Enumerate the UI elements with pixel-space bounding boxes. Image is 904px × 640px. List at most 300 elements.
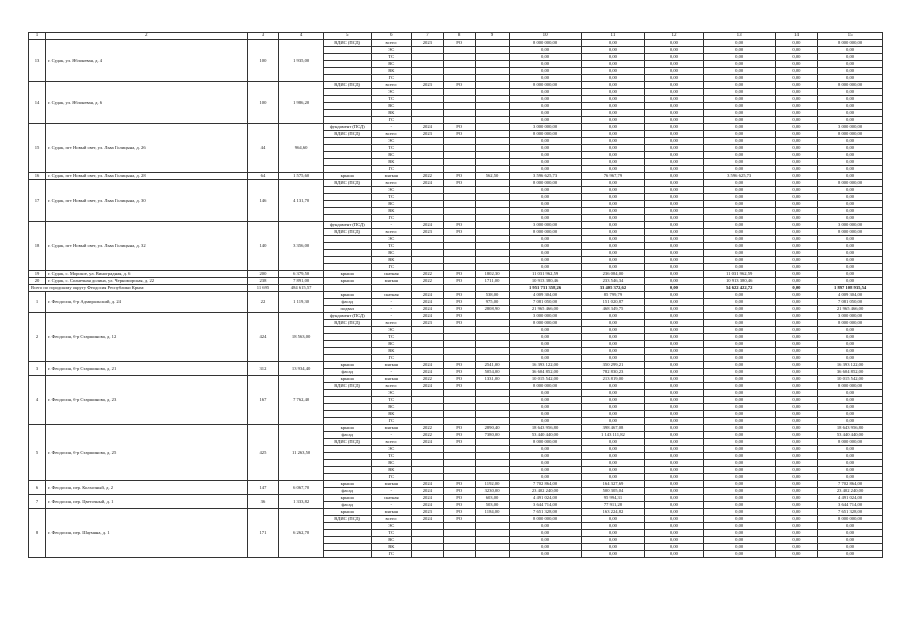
- funding-source: РО: [443, 509, 475, 516]
- work-subtype: -: [371, 124, 411, 131]
- total-value: 33 405 372,62: [581, 285, 645, 292]
- funding-source: РО: [443, 229, 475, 236]
- volume: [475, 530, 509, 537]
- cost-c12: 0,00: [645, 481, 703, 488]
- cost-c14: 0,00: [775, 299, 817, 306]
- cost-c14: 0,00: [775, 544, 817, 551]
- volume: 2541,00: [475, 362, 509, 369]
- cost-c14: 0,00: [775, 334, 817, 341]
- funding-source: [443, 404, 475, 411]
- cost-c11: 0,00: [581, 530, 645, 537]
- cost-c11: 0,00: [581, 68, 645, 75]
- work-type: крыша: [323, 292, 371, 299]
- year: [411, 61, 443, 68]
- cost-c12: 0,00: [645, 418, 703, 425]
- funding-source: [443, 110, 475, 117]
- work-subtype: ЭС: [371, 390, 411, 397]
- work-subtype: ВК: [371, 159, 411, 166]
- row-number: 4: [29, 376, 46, 425]
- work-type: фундамент (ПСД): [323, 222, 371, 229]
- year: [411, 355, 443, 362]
- work-type: [323, 264, 371, 271]
- cost-c11: 95 994,31: [581, 495, 645, 502]
- work-type: [323, 117, 371, 124]
- cost-c15: 0,00: [818, 68, 883, 75]
- work-subtype: ВС: [371, 201, 411, 208]
- work-type: [323, 250, 371, 257]
- work-type: фасад: [323, 502, 371, 509]
- volume: [475, 131, 509, 138]
- volume: [475, 187, 509, 194]
- residents-count: 140: [247, 222, 279, 271]
- volume: 2808,90: [475, 306, 509, 313]
- column-header: 3: [247, 33, 279, 40]
- building-address: г. Судак, пгт Новый свет, ул. Льва Голицына, д. 26: [45, 124, 247, 173]
- cost-c12: 0,00: [645, 131, 703, 138]
- funding-source: РО: [443, 313, 475, 320]
- column-header: 10: [509, 33, 581, 40]
- work-subtype: ТС: [371, 530, 411, 537]
- cost-c12: 0,00: [645, 341, 703, 348]
- year: 2024: [411, 439, 443, 446]
- cost-c12: 0,00: [645, 439, 703, 446]
- year: [411, 117, 443, 124]
- year: [411, 138, 443, 145]
- work-type: ВДИС (ПСД): [323, 383, 371, 390]
- work-type: [323, 523, 371, 530]
- table-row: [29, 313, 883, 320]
- residents-count: 100: [247, 40, 279, 82]
- building-address: г. Феодосия, пер. Шаумяна, д. 1: [45, 509, 247, 558]
- cost-c15: 36 604 852,00: [818, 369, 883, 376]
- work-subtype: -: [371, 502, 411, 509]
- cost-c12: 0,00: [645, 502, 703, 509]
- cost-c14: 0,00: [775, 495, 817, 502]
- cost-c15: 3 000 000,00: [818, 124, 883, 131]
- residents-count: 146: [247, 180, 279, 222]
- cost-c12: 0,00: [645, 299, 703, 306]
- total-value: 0,00: [775, 285, 817, 292]
- cost-c11: 0,00: [581, 516, 645, 523]
- year: 2024: [411, 502, 443, 509]
- funding-source: [443, 138, 475, 145]
- total-cost: 0,00: [509, 537, 581, 544]
- cost-c14: 0,00: [775, 502, 817, 509]
- cost-c14: 0,00: [775, 278, 817, 285]
- work-subtype: ВК: [371, 110, 411, 117]
- cost-c12: 0,00: [645, 208, 703, 215]
- cost-c12: 0,00: [645, 75, 703, 82]
- cost-c13: 0,00: [703, 418, 775, 425]
- total-cost: 0,00: [509, 103, 581, 110]
- cost-c11: 0,00: [581, 383, 645, 390]
- funding-source: РО: [443, 82, 475, 89]
- cost-c15: 0,00: [818, 201, 883, 208]
- year: 2024: [411, 299, 443, 306]
- work-type: фасад: [323, 299, 371, 306]
- cost-c14: 0,00: [775, 96, 817, 103]
- cost-c12: 0,00: [645, 236, 703, 243]
- cost-c14: 0,00: [775, 439, 817, 446]
- volume: 1711,00: [475, 278, 509, 285]
- year: [411, 194, 443, 201]
- cost-c12: 0,00: [645, 320, 703, 327]
- cost-c11: 236 084,00: [581, 271, 645, 278]
- volume: [475, 68, 509, 75]
- cost-c14: 0,00: [775, 306, 817, 313]
- empty-cell: [371, 285, 411, 292]
- work-subtype: ЭС: [371, 47, 411, 54]
- cost-c15: 0,00: [818, 187, 883, 194]
- volume: [475, 40, 509, 47]
- cost-c15: 7 081 050,00: [818, 299, 883, 306]
- total-cost: 0,00: [509, 47, 581, 54]
- cost-c12: 0,00: [645, 397, 703, 404]
- cost-c11: 0,00: [581, 320, 645, 327]
- cost-c14: 0,00: [775, 390, 817, 397]
- funding-source: [443, 453, 475, 460]
- year: [411, 523, 443, 530]
- cost-c15: 0,00: [818, 54, 883, 61]
- cost-c13: 0,00: [703, 236, 775, 243]
- cost-c15: 53 440 440,00: [818, 432, 883, 439]
- document-page: [28, 32, 883, 558]
- total-cost: 7 651 328,00: [509, 509, 581, 516]
- cost-c11: 0,00: [581, 131, 645, 138]
- cost-c15: 8 000 000,00: [818, 82, 883, 89]
- cost-c14: 0,00: [775, 243, 817, 250]
- year: [411, 264, 443, 271]
- cost-c12: 0,00: [645, 180, 703, 187]
- work-type: [323, 187, 371, 194]
- cost-c11: 0,00: [581, 124, 645, 131]
- total-cost: 0,00: [509, 152, 581, 159]
- cost-c12: 0,00: [645, 40, 703, 47]
- work-type: [323, 467, 371, 474]
- cost-c13: 0,00: [703, 194, 775, 201]
- year: [411, 166, 443, 173]
- cost-c12: 0,00: [645, 537, 703, 544]
- cost-c11: 0,00: [581, 201, 645, 208]
- volume: [475, 341, 509, 348]
- cost-c11: 0,00: [581, 250, 645, 257]
- year: [411, 530, 443, 537]
- year: [411, 96, 443, 103]
- cost-c15: 0,00: [818, 551, 883, 558]
- cost-c11: 0,00: [581, 82, 645, 89]
- column-header: 1: [29, 33, 46, 40]
- funding-source: [443, 355, 475, 362]
- building-address: г. Феодосия, б-р Старшинова, д. 25: [45, 425, 247, 481]
- cost-c13: 0,00: [703, 54, 775, 61]
- cost-c12: 0,00: [645, 404, 703, 411]
- cost-c12: 0,00: [645, 257, 703, 264]
- cost-c14: 0,00: [775, 271, 817, 278]
- cost-c13: 0,00: [703, 89, 775, 96]
- cost-c15: 23 402 240,00: [818, 488, 883, 495]
- cost-c14: 0,00: [775, 89, 817, 96]
- cost-c15: 3 644 714,00: [818, 502, 883, 509]
- cost-c15: 18 643 956,80: [818, 425, 883, 432]
- year: [411, 390, 443, 397]
- cost-c11: 0,00: [581, 166, 645, 173]
- cost-c14: 0,00: [775, 54, 817, 61]
- funding-source: РО: [443, 222, 475, 229]
- building-address: г. Судак, пгт Новый свет, ул. Льва Голицына, д. 30: [45, 180, 247, 222]
- cost-c13: 0,00: [703, 131, 775, 138]
- cost-c15: 0,00: [818, 243, 883, 250]
- cost-c14: 0,00: [775, 173, 817, 180]
- cost-c12: 0,00: [645, 425, 703, 432]
- cost-c15: 0,00: [818, 75, 883, 82]
- cost-c12: 0,00: [645, 551, 703, 558]
- work-subtype: всего:: [371, 320, 411, 327]
- cost-c13: 0,00: [703, 467, 775, 474]
- work-type: [323, 138, 371, 145]
- year: [411, 250, 443, 257]
- cost-c15: 0,00: [818, 152, 883, 159]
- cost-c11: 0,00: [581, 222, 645, 229]
- work-type: [323, 411, 371, 418]
- cost-c13: 0,00: [703, 383, 775, 390]
- work-type: [323, 159, 371, 166]
- work-type: [323, 89, 371, 96]
- total-count: 11 695: [247, 285, 279, 292]
- cost-c13: 0,00: [703, 362, 775, 369]
- column-header: 4: [279, 33, 324, 40]
- year: [411, 348, 443, 355]
- work-type: крыша: [323, 173, 371, 180]
- cost-c12: 0,00: [645, 411, 703, 418]
- volume: [475, 348, 509, 355]
- building-address: г. Феодосия, б-р Старшинова, д. 12: [45, 313, 247, 362]
- volume: 503,00: [475, 502, 509, 509]
- cost-c13: 0,00: [703, 306, 775, 313]
- volume: [475, 460, 509, 467]
- funding-source: РО: [443, 362, 475, 369]
- work-type: крыша: [323, 425, 371, 432]
- cost-c14: 0,00: [775, 404, 817, 411]
- work-type: [323, 453, 371, 460]
- building-area: 18 563,00: [279, 313, 324, 362]
- building-area: 11 263,50: [279, 425, 324, 481]
- row-number: 3: [29, 362, 46, 376]
- work-type: [323, 474, 371, 481]
- cost-c13: 0,00: [703, 215, 775, 222]
- residents-count: 171: [247, 509, 279, 558]
- cost-c12: 0,00: [645, 488, 703, 495]
- cost-c14: 0,00: [775, 215, 817, 222]
- cost-c15: 0,00: [818, 250, 883, 257]
- year: 2023: [411, 229, 443, 236]
- work-subtype: ВС: [371, 537, 411, 544]
- building-area: 1 333,82: [279, 495, 324, 509]
- building-address: г. Феодосия, пер. Колхозный, д. 2: [45, 481, 247, 495]
- cost-c15: 8 000 000,00: [818, 383, 883, 390]
- funding-source: [443, 418, 475, 425]
- work-type: фасад: [323, 369, 371, 376]
- year: 2024: [411, 306, 443, 313]
- cost-c11: 0,00: [581, 54, 645, 61]
- cost-c15: 0,00: [818, 110, 883, 117]
- cost-c11: 0,00: [581, 264, 645, 271]
- work-subtype: скатная: [371, 271, 411, 278]
- work-subtype: ЭС: [371, 236, 411, 243]
- work-subtype: ВК: [371, 68, 411, 75]
- cost-c12: 0,00: [645, 446, 703, 453]
- work-subtype: всего:: [371, 439, 411, 446]
- cost-c14: 0,00: [775, 166, 817, 173]
- cost-c13: 0,00: [703, 516, 775, 523]
- cost-c13: 0,00: [703, 180, 775, 187]
- work-subtype: ЭС: [371, 89, 411, 96]
- work-type: [323, 418, 371, 425]
- cost-c14: 0,00: [775, 194, 817, 201]
- total-cost: 8 000 000,00: [509, 40, 581, 47]
- cost-c15: 0,00: [818, 194, 883, 201]
- cost-c13: 0,00: [703, 82, 775, 89]
- cost-c12: 0,00: [645, 173, 703, 180]
- funding-source: [443, 334, 475, 341]
- volume: 1802,30: [475, 271, 509, 278]
- row-number: 14: [29, 82, 46, 124]
- cost-c11: 0,00: [581, 159, 645, 166]
- work-subtype: мягкая: [371, 278, 411, 285]
- total-cost: 3 000 000,00: [509, 124, 581, 131]
- table-row: [29, 40, 883, 47]
- volume: [475, 474, 509, 481]
- cost-c15: 0,00: [818, 474, 883, 481]
- funding-source: [443, 523, 475, 530]
- total-cost: 0,00: [509, 348, 581, 355]
- row-number: 16: [29, 173, 46, 180]
- cost-c11: 0,00: [581, 187, 645, 194]
- building-area: 3 356,00: [279, 222, 324, 271]
- volume: [475, 453, 509, 460]
- cost-c15: 0,00: [818, 159, 883, 166]
- cost-c11: 0,00: [581, 243, 645, 250]
- work-type: фундамент (ПСД): [323, 313, 371, 320]
- residents-count: 100: [247, 82, 279, 124]
- work-subtype: мягкая: [371, 509, 411, 516]
- cost-c15: 0,00: [818, 397, 883, 404]
- volume: [475, 145, 509, 152]
- work-subtype: скатная: [371, 495, 411, 502]
- column-header: 13: [703, 33, 775, 40]
- total-cost: 0,00: [509, 551, 581, 558]
- work-subtype: ЭС: [371, 446, 411, 453]
- cost-c15: 0,00: [818, 530, 883, 537]
- cost-c11: 0,00: [581, 404, 645, 411]
- cost-c12: 0,00: [645, 110, 703, 117]
- cost-c14: 0,00: [775, 320, 817, 327]
- volume: [475, 215, 509, 222]
- total-value: 54 622 422,72: [703, 285, 775, 292]
- cost-c15: 0,00: [818, 103, 883, 110]
- year: 2024: [411, 222, 443, 229]
- funding-source: [443, 537, 475, 544]
- funding-source: [443, 159, 475, 166]
- volume: [475, 334, 509, 341]
- year: 2024: [411, 488, 443, 495]
- work-type: [323, 194, 371, 201]
- cost-c15: 8 000 000,00: [818, 516, 883, 523]
- volume: 1192,00: [475, 481, 509, 488]
- cost-c12: 0,00: [645, 495, 703, 502]
- cost-c13: 0,00: [703, 390, 775, 397]
- building-address: г. Судак, пгт Новый свет, ул. Льва Голицына, д. 28: [45, 173, 247, 180]
- year: [411, 236, 443, 243]
- cost-c15: 0,00: [818, 453, 883, 460]
- work-subtype: ГС: [371, 264, 411, 271]
- building-address: г. Судак, пгт Новый свет, ул. Льва Голицына, д. 32: [45, 222, 247, 271]
- total-cost: 21 965 466,00: [509, 306, 581, 313]
- column-header: 14: [775, 33, 817, 40]
- year: [411, 537, 443, 544]
- work-type: ВДИС (ПСД): [323, 40, 371, 47]
- cost-c15: 8 000 000,00: [818, 131, 883, 138]
- work-type: [323, 68, 371, 75]
- year: [411, 201, 443, 208]
- volume: [475, 89, 509, 96]
- cost-c13: 0,00: [703, 201, 775, 208]
- year: [411, 68, 443, 75]
- cost-c13: 0,00: [703, 40, 775, 47]
- year: [411, 334, 443, 341]
- work-type: крыша: [323, 481, 371, 488]
- year: [411, 75, 443, 82]
- funding-source: [443, 47, 475, 54]
- volume: [475, 229, 509, 236]
- cost-c11: 77 911,28: [581, 502, 645, 509]
- cost-c12: 0,00: [645, 376, 703, 383]
- column-header: 9: [475, 33, 509, 40]
- total-cost: 0,00: [509, 201, 581, 208]
- work-type: ВДИС (ПСД): [323, 131, 371, 138]
- cost-c14: 0,00: [775, 516, 817, 523]
- total-cost: 4 009 304,00: [509, 292, 581, 299]
- funding-source: [443, 145, 475, 152]
- year: 2022: [411, 425, 443, 432]
- funding-source: [443, 201, 475, 208]
- volume: [475, 418, 509, 425]
- building-address: г. Феодосия, б-р Адмиральский, д. 24: [45, 292, 247, 313]
- year: [411, 159, 443, 166]
- year: [411, 341, 443, 348]
- cost-c11: 0,00: [581, 390, 645, 397]
- cost-c12: 0,00: [645, 124, 703, 131]
- volume: [475, 54, 509, 61]
- funding-source: [443, 61, 475, 68]
- total-cost: 0,00: [509, 166, 581, 173]
- work-type: [323, 530, 371, 537]
- total-cost: 0,00: [509, 159, 581, 166]
- work-type: [323, 397, 371, 404]
- total-value: 0,00: [645, 285, 703, 292]
- volume: [475, 383, 509, 390]
- cost-c11: 0,00: [581, 341, 645, 348]
- cost-c14: 0,00: [775, 222, 817, 229]
- volume: 3230,00: [475, 488, 509, 495]
- work-subtype: ГС: [371, 418, 411, 425]
- cost-c13: 0,00: [703, 159, 775, 166]
- cost-c11: 0,00: [581, 523, 645, 530]
- work-subtype: мягкая: [371, 481, 411, 488]
- capital-repair-table: [28, 32, 883, 558]
- work-type: [323, 96, 371, 103]
- work-subtype: всего:: [371, 131, 411, 138]
- work-subtype: -: [371, 369, 411, 376]
